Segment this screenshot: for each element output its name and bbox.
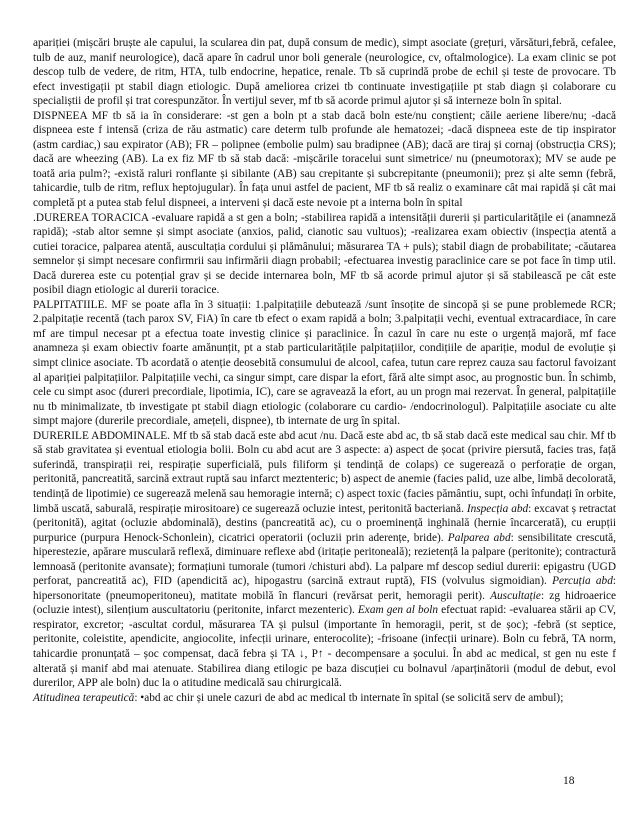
paragraph-durerea-toracica: .DUREREA TORACICA -evaluare rapidă a st gen a boln; -stabilirea rapidă a intensității durerii și particularitățile ei (anamneză rapidă); -stab altor semne și simpt asociate (anxios, palid, cianotic sau vultuos); -realizarea exam obiectiv (inspecția atentă a cutiei toracice, palparea atentă, auscultația cordului și plămânului; măsurarea TA + puls); stabil diagn de probabilitate; -căutarea semnelor și simpt necesare confirmrii sau infirmării diagn probabil; -efectuarea investig paraclinice care se pot face în timp util. Dacă durerea este cu potențial grav și se decide internarea boln, MF tb să acorde primul ajutor și să stabilească pe cât este posibil diagn etiologic al durerii toracice.: [33, 211, 616, 297]
atitudinea-label: Atitudinea terapeutică: [33, 691, 135, 704]
exam-gen-label: Exam gen al boln: [357, 604, 439, 617]
percutia-label: Percuția abd: [552, 575, 613, 588]
palparea-label: Palparea abd: [447, 531, 511, 544]
durerile-abd-text-c: : sensibilitate crescută, hiperestezie, apărare musculară reflexă, diminuare reflexe abd (iritație peritoneală); rezietență la palpare (peritonite); contractură lemnoasă (peritonite avansate); formațiuni tumorale (tumori /chisturi abd). La palpare mf descop sediul durerii: epigastru (UGD perforat, pancreatită ac), FID (apendicită ac), hipogastru (sarcină extraut ruptă), FIS (volvulus sigmoidian).: [33, 531, 617, 588]
durerile-abd-text-d: : hipersonoritate (pneumoperitoneu), matitate mobilă în flancuri (revărsat perit, hemoragii perit).: [33, 575, 616, 602]
document-body: [33, 36, 616, 705]
auscultatie-label: Auscultație: [490, 589, 541, 602]
durerile-abd-text-f: efectuat rapid: -evaluarea stării ap CV, respirator, excretor; -ascultat cordul, măsurarea TA și pulsul (importante în hemoragii, perit, st de șoc); -febră (st septice, peritonite, coleistite, apendicite, angiocolite, infecții urinare, enterocolite); -frisoane (infecții urinare). Boln cu febră, TA norm, tahicardie pronunțată – șoc compensat, dacă febra și TA ↓, P↑ - decompensare a șocului. În abd ac medical, st gen nu este f alterată și manif abd mai atenuate. Stabilirea diang etilogic pe baza discuției cu bolnavul /aparținătorii (modul de debut, evol durerilor, APP ale boln) duc la o atitudine medicală sau chirurgicală.: [33, 604, 616, 690]
inspectia-label: Inspecția abd: [466, 502, 529, 515]
paragraph-vertij-continuation: apariției (mișcări bruște ale capului, la scularea din pat, după consum de medic), simpt asociate (grețuri, vărsături,febră, cefalee, tulb de auz, manif neurologice), dacă apare în cadrul unor boli generale (neurologice, cv, oftalmologice). La exam clinic se pot descop tulb de vedere, de ritm, HTA, tulb endocrine, hepatice, renale. Tb să cuprindă probe de echil și teste de provocare. Tb efect investigații pt stabil diagn etiologic. După ameliorea crizei tb continuate investigațiile pt stab diagn și colaborare cu specialiștii de profil și trat corespunzător. În vertijul sever, mf tb să acorde primul ajutor și să interneze boln în spital.: [33, 37, 616, 108]
durerile-abd-text-b: : excavat ș retractat (peritonită), agitat (ocluzie abdominală), destins (pancreatită ac), cu o proeminență inghinală (hernie încarcerată), cu erupții purpurice (purpura Henock-Schonlein), cicatrici operatorii (ocluzii prin aderențe, bride).: [33, 502, 617, 544]
paragraph-durerile-abdominale: [33, 429, 616, 691]
durerile-abd-text-a: DURERILE ABDOMINALE. Mf tb să stab dacă este abd acut /nu. Dacă este abd ac, tb să stab dacă este medical sau chir. Mf tb să stab gravitatea și eventual etiologia bolii. Boln cu abd acut are 3 aspecte: a) aspect de șocat (privire piersută, facies tras, față suferindă, transpirații rei, respirație superficială, puls filiform și tendință de colaps) ce sugerează o perforație de organ, peritonită, pancreatită, sarcină extraut ruptă sau infarct meztenteric; b) aspect de anemie (facies palid, uze albe, limbă decolorată, tendință de lipotimie) ce sugerează melenă sau hemoragie internă; c) aspect toxic (facies pământiu, supt, ochi înfundați în orbite, limbă uscată, saburală, respirație mirositoare) ce sugerează ocluzie intest, peritonită bacteriană.: [33, 429, 616, 515]
durerile-abd-text-e: : zg hidroaerice (ocluzie intest), silențium auscultatoriu (peritonite, infarct mezenteric).: [33, 589, 616, 617]
paragraph-atitudinea-terapeutica: [33, 691, 616, 706]
paragraph-palpitatiile: PALPITATIILE. MF se poate afla în 3 situații: 1.palpitațiile debutează /sunt însoțite de sincopă și se pune problemede RCR; 2.palpitație recentă (tach parox SV, FiA) în care tb efect o exam rapidă a boln; 3.palpitații vechi, eventual extracardiace, în care mf are timpul necesar pt a efectua toate investig clinice și paraclinice. În cazul în care nu este o urgență majoră, mf face anamneza și exam obiectiv foarte amănunțit, pt a stab particularitățile palpitațiilor, condițiile de apariție, modul de evoluție și simpt clinice asociate. Tb acordată o atenție deosebită consumului de alcool, cafea, tutun care reprez cauza sau factorul favoizant al apariției palpitațiilor. Palpitațiile vechi, ca singur simpt, care dispar la efort, fără alte simpt asoc, au prognostic bun. În schimb, cele cu simpt asoc (dureri precordiale, lipotimia, IC), care se agravează la efort, au un progn mai rezervat. În general, palpitațiile nu tb minimalizate, tb investigate pt stabil diagn etiologic (colaborare cu cardio- /endocrinologul). Palpitațiile asociate cu alte simpt majore (durerile precordiale, amețeli, dispnee), tb internate de urg în spital.: [33, 298, 616, 428]
atitudinea-text: : •abd ac chir și unele cazuri de abd ac medical tb internate în spital (se solicită serv de ambul);: [134, 691, 564, 704]
paragraph-dispneea: DISPNEEA MF tb să ia în considerare: -st gen a boln pt a stab dacă boln este/nu conștient; căile aeriene libere/nu; -dacă dispneea este f intensă (criza de rău astmatic) care determ tulb profunde ale hematozei; -dacă dispneea este de tip inspirator (astm cardiac,) sau expirator (AB); FR – polipnee (embolie pulm) sau bradipnee (AB); dacă are tiraj și cornaj (obstrucția CRS); dacă are wheezing (AB). La ex fiz MF tb să stab dacă: -mișcările toracelui sunt simetrice/ nu (pneumotorax); MV se aude pe toată aria pulm?; -există raluri ronflante și sibilante (AB) sau crepitante și subcrepitante (pneumonii); prez și alte semn (febră, tahicardie, tulb de ritm, reflux heptojugular). În fața unui astfel de pacient, MF tb să realiz o examinare cât mai rapidă și cât mai completă pt a putea stab felul dispneei, a interveni și dacă este nevoie pt a interna boln în spital: [33, 109, 616, 210]
page-number: 18: [563, 775, 575, 787]
